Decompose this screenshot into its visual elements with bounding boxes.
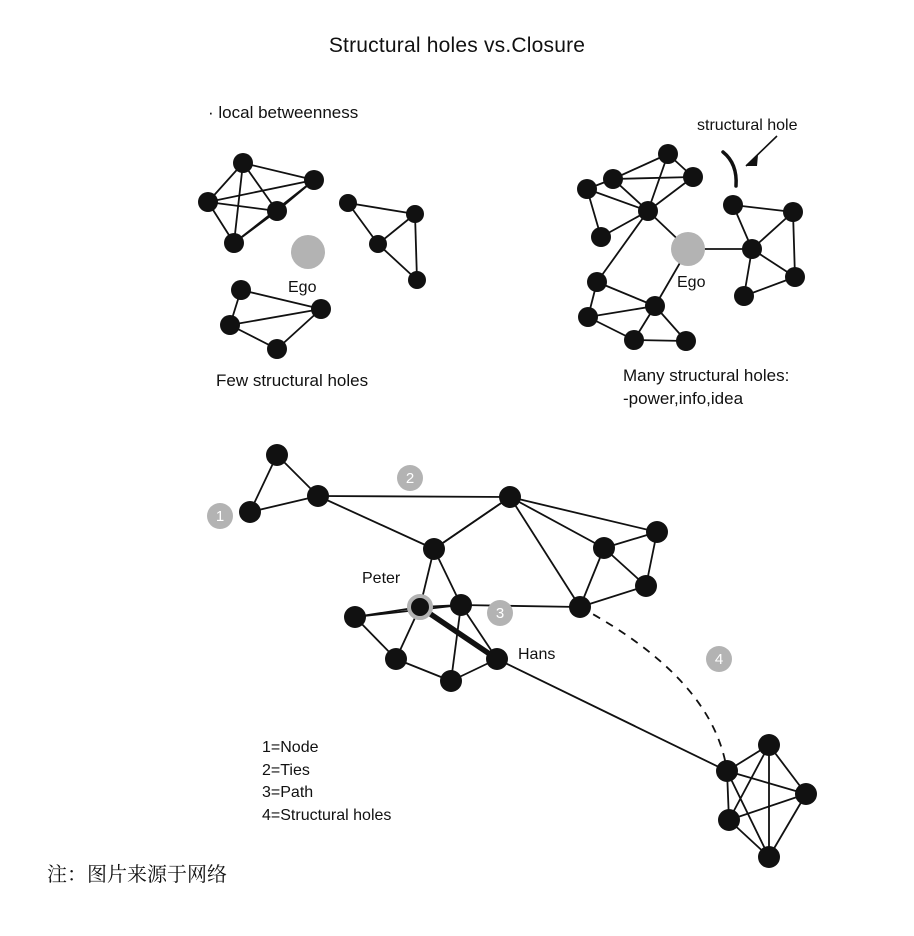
structural-hole-annotation <box>723 136 777 186</box>
edge <box>348 203 415 214</box>
graph-node <box>758 846 780 868</box>
graph-node <box>795 783 817 805</box>
graph-node <box>723 195 743 215</box>
edge <box>510 497 604 548</box>
page-title: Structural holes vs.Closure <box>328 34 586 57</box>
edge <box>510 497 657 532</box>
many-holes-line-2: -power,info,idea <box>623 389 744 408</box>
graph-node <box>569 596 591 618</box>
structural-hole-label: structural hole <box>697 117 798 134</box>
edge <box>234 163 243 243</box>
graph-node <box>593 537 615 559</box>
edge <box>208 202 277 211</box>
graph-node <box>734 286 754 306</box>
graph-node <box>658 144 678 164</box>
edge <box>318 496 434 549</box>
edge <box>497 659 727 771</box>
edge <box>597 211 648 282</box>
ego-node <box>671 232 705 266</box>
graph-node <box>369 235 387 253</box>
graph-node <box>638 201 658 221</box>
edge <box>318 496 510 497</box>
graph-node <box>220 315 240 335</box>
graph-node <box>307 485 329 507</box>
graph-node <box>785 267 805 287</box>
peter-node <box>409 596 431 618</box>
graph-node <box>783 202 803 222</box>
graph-node <box>385 648 407 670</box>
graph-node <box>577 179 597 199</box>
graph-node <box>233 153 253 173</box>
graph-node <box>716 760 738 782</box>
edge <box>510 497 580 607</box>
edge <box>613 177 693 179</box>
graph-node <box>224 233 244 253</box>
graph-node <box>311 299 331 319</box>
graph-node <box>758 734 780 756</box>
graph-node <box>198 192 218 212</box>
graph-node <box>499 486 521 508</box>
few-structural-holes-caption: Few structural holes <box>216 371 369 390</box>
graph-node <box>344 606 366 628</box>
graph-node <box>423 538 445 560</box>
graph-node <box>718 809 740 831</box>
badge-4-label: 4 <box>714 651 724 668</box>
graph-node <box>266 444 288 466</box>
graph-node <box>406 205 424 223</box>
right-ego-network <box>577 144 805 351</box>
badge-1-label: 1 <box>215 508 225 525</box>
legend-line-4: 4=Structural holes <box>262 806 392 824</box>
graph-node <box>624 330 644 350</box>
ego-label-left: Ego <box>288 279 317 296</box>
graph-node <box>676 331 696 351</box>
graph-node <box>603 169 623 189</box>
badge-3-label: 3 <box>495 605 505 622</box>
graph-node <box>267 339 287 359</box>
many-holes-line-1: Many structural holes: <box>623 366 790 385</box>
legend-line-2: 2=Ties <box>262 761 310 779</box>
graph-node <box>646 521 668 543</box>
graph-node <box>408 271 426 289</box>
legend <box>262 737 391 827</box>
edge <box>415 214 417 280</box>
left-ego-network <box>198 153 426 359</box>
graph-node <box>239 501 261 523</box>
clique-edge <box>727 771 806 794</box>
graph-node <box>339 194 357 212</box>
graph-node <box>683 167 703 187</box>
graph-node <box>591 227 611 247</box>
edge <box>434 497 510 549</box>
legend-line-1: 1=Node <box>262 739 319 756</box>
structural-hole-dashed-edge <box>580 607 727 771</box>
graph-node <box>486 648 508 670</box>
graph-node <box>440 670 462 692</box>
many-structural-holes-caption <box>623 364 789 410</box>
graph-node <box>742 239 762 259</box>
badge-2-label: 2 <box>405 470 415 487</box>
edge <box>461 605 580 607</box>
ego-node <box>291 235 325 269</box>
graph-node <box>304 170 324 190</box>
peter-label: Peter <box>362 570 401 587</box>
graph-node <box>578 307 598 327</box>
legend-line-3: 3=Path <box>262 784 314 801</box>
edge <box>451 605 461 681</box>
ego-label-right: Ego <box>677 274 706 291</box>
graph-node <box>267 201 287 221</box>
source-note: 注：图片来源于网络 <box>47 864 227 886</box>
graph-node <box>635 575 657 597</box>
graph-node <box>231 280 251 300</box>
hans-label: Hans <box>518 646 556 663</box>
local-betweenness-label: · local betweenness <box>208 103 359 122</box>
graph-node <box>587 272 607 292</box>
edge <box>588 306 655 317</box>
graph-node <box>645 296 665 316</box>
graph-node <box>450 594 472 616</box>
